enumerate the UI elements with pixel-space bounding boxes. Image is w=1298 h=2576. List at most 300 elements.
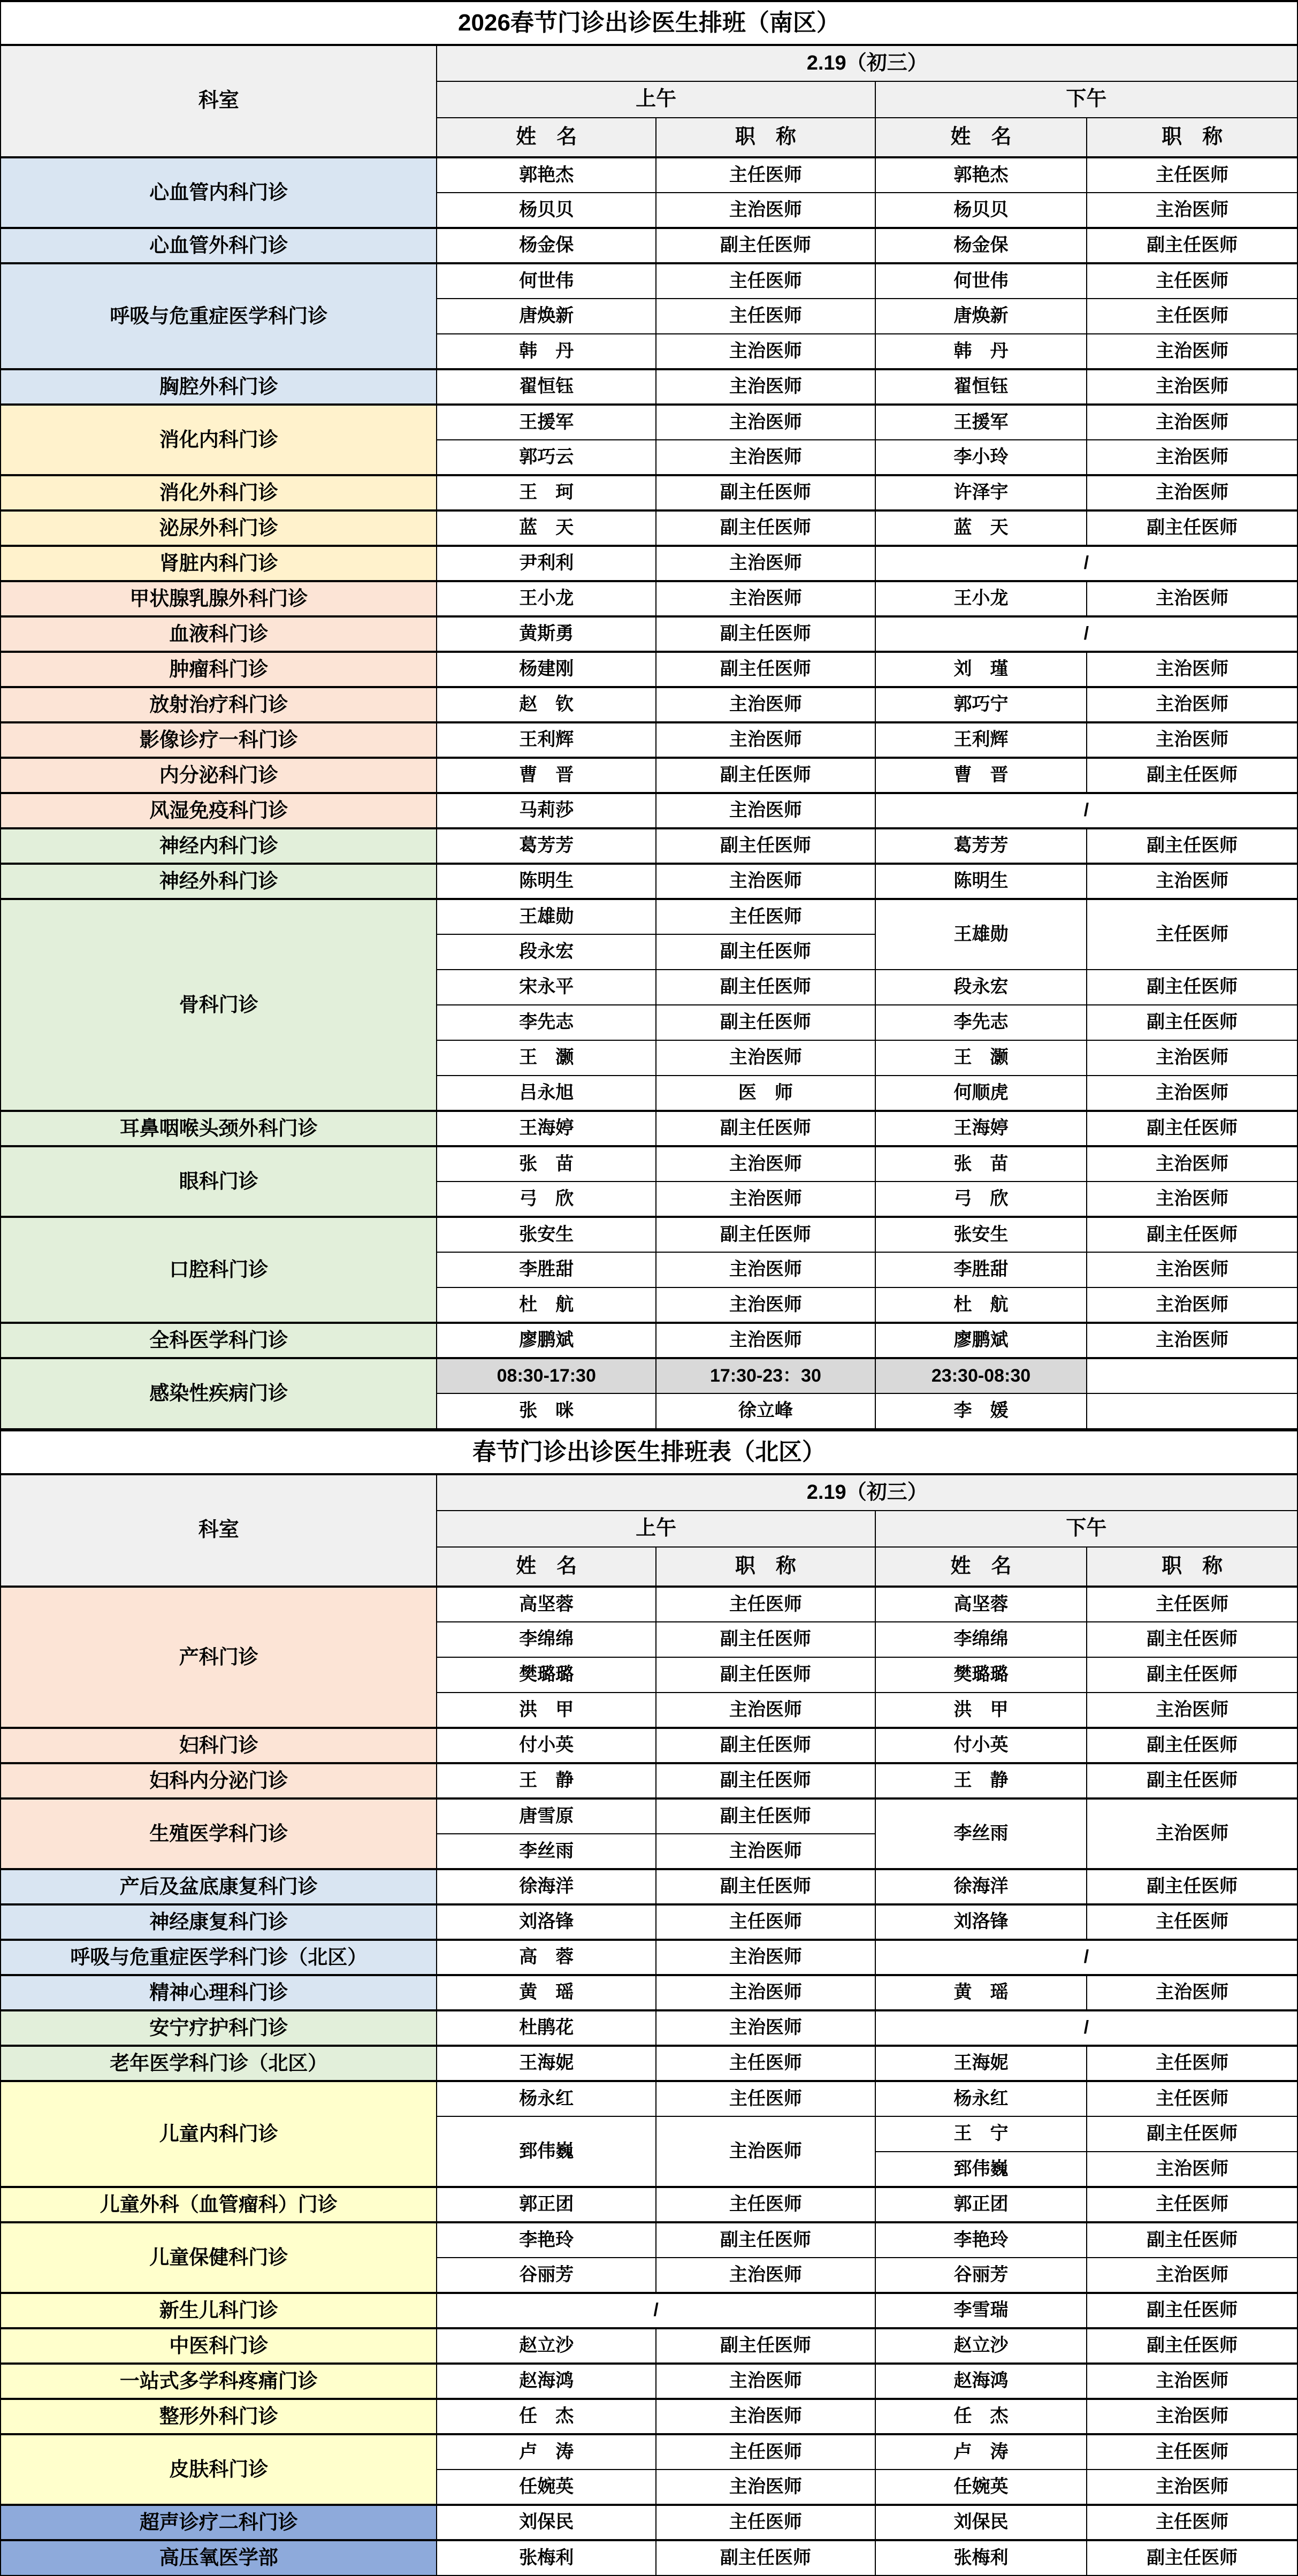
doctor-rank-cell: 主治医师 xyxy=(1087,1693,1297,1728)
doctor-rank-cell: 主任医师 xyxy=(1087,1904,1297,1940)
table-row xyxy=(1,828,1297,864)
doctor-rank-cell: 主治医师 xyxy=(656,1693,875,1728)
doctor-rank-cell: 主治医师 xyxy=(1087,405,1297,440)
section-title: 春节门诊出诊医生排班表（北区） xyxy=(1,1430,1297,1474)
doctor-rank-cell: 主任医师 xyxy=(1087,299,1297,334)
doctor-name-cell: 黄 瑶 xyxy=(875,1975,1087,2010)
doctor-name-cell: 杨贝贝 xyxy=(437,193,656,228)
department-cell: 骨科门诊 xyxy=(1,899,437,1111)
table-row xyxy=(1,510,1297,546)
doctor-rank-cell: 主治医师 xyxy=(1087,1798,1297,1869)
doctor-rank-cell: 副主任医师 xyxy=(656,1869,875,1904)
doctor-rank-cell: 主任医师 xyxy=(1087,263,1297,299)
doctor-rank-cell: 主治医师 xyxy=(656,546,875,581)
doctor-rank-cell: 主治医师 xyxy=(1087,1323,1297,1358)
doctor-name-cell: 翟恒钰 xyxy=(875,369,1087,405)
header-pm-rank: 职 称 xyxy=(1087,1547,1297,1587)
section-title-row xyxy=(1,1,1297,45)
doctor-rank-cell: 主任医师 xyxy=(656,2505,875,2540)
doctor-name-cell: 杨建刚 xyxy=(437,652,656,687)
table-row xyxy=(1,652,1297,687)
doctor-rank-cell: 主任医师 xyxy=(1087,1587,1297,1622)
doctor-rank-cell: 主治医师 xyxy=(656,793,875,828)
header-pm: 下午 xyxy=(875,1511,1297,1547)
department-cell: 皮肤科门诊 xyxy=(1,2434,437,2505)
department-cell: 内分泌科门诊 xyxy=(1,758,437,793)
header-am-name: 姓 名 xyxy=(437,118,656,157)
doctor-name-cell: 张安生 xyxy=(437,1217,656,1252)
department-cell: 超声诊疗二科门诊 xyxy=(1,2505,437,2540)
doctor-rank-cell: 医 师 xyxy=(656,1076,875,1111)
header-row-date xyxy=(1,45,1297,81)
doctor-name-cell: 郭巧宁 xyxy=(875,687,1087,722)
slash-cell: / xyxy=(875,616,1297,652)
doctor-name-cell: 李先志 xyxy=(437,1005,656,1040)
header-date: 2.19（初三） xyxy=(437,1474,1297,1511)
doctor-name-cell: 赵立沙 xyxy=(875,2328,1087,2364)
department-cell: 放射治疗科门诊 xyxy=(1,687,437,722)
department-cell: 老年医学科门诊（北区） xyxy=(1,2046,437,2081)
department-cell: 消化外科门诊 xyxy=(1,475,437,510)
table-row xyxy=(1,2081,1297,2116)
department-cell: 产后及盆底康复科门诊 xyxy=(1,1869,437,1904)
doctor-rank-cell: 主治医师 xyxy=(1087,1182,1297,1217)
department-cell: 一站式多学科疼痛门诊 xyxy=(1,2364,437,2399)
department-cell: 感染性疾病门诊 xyxy=(1,1358,437,1429)
doctor-rank-cell: 主治医师 xyxy=(1087,193,1297,228)
department-cell: 眼科门诊 xyxy=(1,1146,437,1217)
doctor-rank-cell: 副主任医师 xyxy=(656,1798,875,1834)
doctor-rank-cell: 主任医师 xyxy=(656,2081,875,2116)
doctor-name-cell: 黄 瑶 xyxy=(437,1975,656,2010)
doctor-name-cell: 尹利利 xyxy=(437,546,656,581)
header-department: 科室 xyxy=(1,45,437,157)
doctor-name-cell: 蓝 天 xyxy=(437,510,656,546)
department-cell: 心血管内科门诊 xyxy=(1,157,437,228)
doctor-name-cell: 王 静 xyxy=(437,1763,656,1798)
doctor-name-cell: 赵立沙 xyxy=(437,2328,656,2364)
doctor-name-cell: 何世伟 xyxy=(875,263,1087,299)
doctor-name-cell: 王 静 xyxy=(875,1763,1087,1798)
table-row xyxy=(1,1763,1297,1798)
doctor-rank-cell: 副主任医师 xyxy=(656,652,875,687)
doctor-rank-cell: 主治医师 xyxy=(1087,1252,1297,1287)
doctor-rank-cell: 副主任医师 xyxy=(656,616,875,652)
header-department: 科室 xyxy=(1,1474,437,1587)
doctor-name-cell: 宋永平 xyxy=(437,970,656,1005)
doctor-name-cell: 翟恒钰 xyxy=(437,369,656,405)
doctor-rank-cell: 副主任医师 xyxy=(1087,228,1297,263)
empty-cell xyxy=(1087,1393,1297,1429)
doctor-name-cell: 陈明生 xyxy=(437,864,656,899)
slash-cell: / xyxy=(875,1940,1297,1975)
doctor-name-cell: 王 灏 xyxy=(875,1040,1087,1076)
doctor-name-cell: 李丝雨 xyxy=(875,1798,1087,1869)
doctor-name-cell: 张安生 xyxy=(875,1217,1087,1252)
doctor-rank-cell: 主治医师 xyxy=(1087,369,1297,405)
doctor-name-cell: 马莉莎 xyxy=(437,793,656,828)
doctor-name-cell: 曹 晋 xyxy=(437,758,656,793)
doctor-rank-cell: 副主任医师 xyxy=(656,970,875,1005)
doctor-rank-cell: 主治医师 xyxy=(1087,2364,1297,2399)
department-cell: 血液科门诊 xyxy=(1,616,437,652)
doctor-rank-cell: 主治医师 xyxy=(1087,1287,1297,1323)
table-row xyxy=(1,157,1297,193)
doctor-name-cell: 廖鹏斌 xyxy=(437,1323,656,1358)
time-slot-cell: 08:30-17:30 xyxy=(437,1358,656,1393)
department-cell: 神经内科门诊 xyxy=(1,828,437,864)
doctor-rank-cell: 主治医师 xyxy=(656,722,875,758)
table-row xyxy=(1,475,1297,510)
doctor-rank-cell: 主治医师 xyxy=(1087,652,1297,687)
table-row xyxy=(1,263,1297,299)
section-title: 2026春节门诊出诊医生排班（南区） xyxy=(1,1,1297,45)
doctor-name-cell: 王小龙 xyxy=(437,581,656,616)
doctor-name-cell: 杜 航 xyxy=(875,1287,1087,1323)
doctor-rank-cell: 副主任医师 xyxy=(656,1728,875,1763)
department-cell: 新生儿科门诊 xyxy=(1,2293,437,2328)
doctor-name-cell: 樊璐璐 xyxy=(875,1657,1087,1693)
doctor-name-cell: 王利辉 xyxy=(875,722,1087,758)
doctor-rank-cell: 副主任医师 xyxy=(1087,1111,1297,1146)
doctor-rank-cell: 副主任医师 xyxy=(1087,970,1297,1005)
doctor-name-cell: 何顺虎 xyxy=(875,1076,1087,1111)
department-cell: 胸腔外科门诊 xyxy=(1,369,437,405)
doctor-rank-cell: 主治医师 xyxy=(1087,581,1297,616)
doctor-rank-cell: 主治医师 xyxy=(656,2116,875,2187)
doctor-rank-cell: 主任医师 xyxy=(656,263,875,299)
doctor-rank-cell: 副主任医师 xyxy=(656,2328,875,2364)
table-row xyxy=(1,2222,1297,2258)
doctor-name-cell: 郭艳杰 xyxy=(875,157,1087,193)
table-row xyxy=(1,1975,1297,2010)
doctor-name-cell: 王雄勋 xyxy=(875,899,1087,970)
table-row xyxy=(1,2434,1297,2470)
doctor-name-cell: 洪 甲 xyxy=(437,1693,656,1728)
doctor-name-cell: 樊璐璐 xyxy=(437,1657,656,1693)
header-date: 2.19（初三） xyxy=(437,45,1297,81)
doctor-rank-cell: 主任医师 xyxy=(1087,2434,1297,2470)
time-slot-cell: 23:30-08:30 xyxy=(875,1358,1087,1393)
doctor-rank-cell: 主治医师 xyxy=(656,1940,875,1975)
department-cell: 妇科门诊 xyxy=(1,1728,437,1763)
table-row xyxy=(1,1940,1297,1975)
doctor-name-cell: 刘洛锋 xyxy=(875,1904,1087,1940)
doctor-rank-cell: 主任医师 xyxy=(1087,2081,1297,2116)
doctor-name-cell: 张 咪 xyxy=(437,1393,656,1429)
doctor-rank-cell: 主任医师 xyxy=(1087,2046,1297,2081)
doctor-name-cell: 吕永旭 xyxy=(437,1076,656,1111)
doctor-rank-cell: 主任医师 xyxy=(656,2187,875,2222)
doctor-name-cell: 李艳玲 xyxy=(875,2222,1087,2258)
doctor-name-cell: 王 珂 xyxy=(437,475,656,510)
doctor-name-cell: 徐海洋 xyxy=(437,1869,656,1904)
doctor-rank-cell: 副主任医师 xyxy=(656,1005,875,1040)
doctor-name-cell: 郭正团 xyxy=(437,2187,656,2222)
table-row xyxy=(1,1869,1297,1904)
doctor-name-cell: 李先志 xyxy=(875,1005,1087,1040)
doctor-rank-cell: 副主任医师 xyxy=(1087,1657,1297,1693)
department-cell: 中医科门诊 xyxy=(1,2328,437,2364)
doctor-name-cell: 韩 丹 xyxy=(437,334,656,369)
doctor-name-cell: 徐海洋 xyxy=(875,1869,1087,1904)
doctor-name-cell: 王海妮 xyxy=(875,2046,1087,2081)
table-row xyxy=(1,1111,1297,1146)
table-row xyxy=(1,2046,1297,2081)
doctor-name-cell: 李胜甜 xyxy=(437,1252,656,1287)
doctor-rank-cell: 副主任医师 xyxy=(1087,2293,1297,2328)
header-am-name: 姓 名 xyxy=(437,1547,656,1587)
doctor-name-cell: 郭艳杰 xyxy=(437,157,656,193)
doctor-rank-cell: 主任医师 xyxy=(1087,2187,1297,2222)
doctor-name-cell: 任婉英 xyxy=(437,2470,656,2505)
doctor-name-cell: 蓝 天 xyxy=(875,510,1087,546)
table-row xyxy=(1,1728,1297,1763)
doctor-rank-cell: 主治医师 xyxy=(1087,334,1297,369)
doctor-rank-cell: 主任医师 xyxy=(656,1904,875,1940)
slash-cell: / xyxy=(437,2293,875,2328)
doctor-rank-cell: 主治医师 xyxy=(656,1287,875,1323)
doctor-name-cell: 廖鹏斌 xyxy=(875,1323,1087,1358)
table-row xyxy=(1,228,1297,263)
doctor-name-cell: 张 苗 xyxy=(437,1146,656,1182)
table-row xyxy=(1,2399,1297,2434)
doctor-rank-cell: 副主任医师 xyxy=(1087,1622,1297,1657)
slash-cell: / xyxy=(875,793,1297,828)
doctor-rank-cell: 主治医师 xyxy=(656,581,875,616)
doctor-rank-cell: 主治医师 xyxy=(1087,2258,1297,2293)
doctor-rank-cell: 主任医师 xyxy=(1087,2505,1297,2540)
table-row xyxy=(1,687,1297,722)
doctor-name-cell: 唐雪原 xyxy=(437,1798,656,1834)
table-row xyxy=(1,1587,1297,1622)
doctor-rank-cell: 主治医师 xyxy=(656,440,875,475)
department-cell: 泌尿外科门诊 xyxy=(1,510,437,546)
doctor-rank-cell: 主治医师 xyxy=(656,1834,875,1869)
doctor-name-cell: 任 杰 xyxy=(437,2399,656,2434)
doctor-name-cell: 陈明生 xyxy=(875,864,1087,899)
doctor-name-cell: 王利辉 xyxy=(437,722,656,758)
doctor-rank-cell: 主治医师 xyxy=(1087,1975,1297,2010)
doctor-name-cell: 付小英 xyxy=(875,1728,1087,1763)
doctor-rank-cell: 主治医师 xyxy=(1087,1040,1297,1076)
doctor-rank-cell: 副主任医师 xyxy=(656,1657,875,1693)
doctor-name-cell: 刘 瑾 xyxy=(875,652,1087,687)
doctor-rank-cell: 副主任医师 xyxy=(656,510,875,546)
department-cell: 口腔科门诊 xyxy=(1,1217,437,1323)
doctor-rank-cell: 副主任医师 xyxy=(656,475,875,510)
doctor-name-cell: 杨金保 xyxy=(437,228,656,263)
table-row xyxy=(1,2505,1297,2540)
doctor-name-cell: 郭正团 xyxy=(875,2187,1087,2222)
doctor-rank-cell: 副主任医师 xyxy=(656,828,875,864)
doctor-name-cell: 王海妮 xyxy=(437,2046,656,2081)
doctor-rank-cell: 副主任医师 xyxy=(1087,2328,1297,2364)
doctor-rank-cell: 主治医师 xyxy=(656,1182,875,1217)
doctor-name-cell: 王 宁 xyxy=(875,2116,1087,2152)
doctor-rank-cell: 主治医师 xyxy=(656,405,875,440)
doctor-name-cell: 赵 钦 xyxy=(437,687,656,722)
doctor-name-cell: 张梅利 xyxy=(875,2540,1087,2575)
header-pm-name: 姓 名 xyxy=(875,1547,1087,1587)
table-row xyxy=(1,2540,1297,2575)
doctor-rank-cell: 主治医师 xyxy=(1087,440,1297,475)
department-cell: 儿童外科（血管瘤科）门诊 xyxy=(1,2187,437,2222)
doctor-rank-cell: 主治医师 xyxy=(1087,687,1297,722)
doctor-name-cell: 杨永红 xyxy=(875,2081,1087,2116)
doctor-rank-cell: 主治医师 xyxy=(1087,1146,1297,1182)
department-cell: 风湿免疫科门诊 xyxy=(1,793,437,828)
table-row xyxy=(1,546,1297,581)
doctor-rank-cell: 副主任医师 xyxy=(656,228,875,263)
doctor-rank-cell: 主任医师 xyxy=(656,2434,875,2470)
doctor-name-cell: 弓 欣 xyxy=(875,1182,1087,1217)
doctor-rank-cell: 副主任医师 xyxy=(656,1217,875,1252)
department-cell: 呼吸与危重症医学科门诊 xyxy=(1,263,437,369)
department-cell: 神经康复科门诊 xyxy=(1,1904,437,1940)
doctor-name-cell: 李丝雨 xyxy=(437,1834,656,1869)
table-row xyxy=(1,2328,1297,2364)
header-pm-name: 姓 名 xyxy=(875,118,1087,157)
doctor-rank-cell: 主任医师 xyxy=(656,157,875,193)
header-pm: 下午 xyxy=(875,81,1297,118)
doctor-name-cell: 李绵绵 xyxy=(875,1622,1087,1657)
department-cell: 甲状腺乳腺外科门诊 xyxy=(1,581,437,616)
doctor-name-cell: 杜鹃花 xyxy=(437,2010,656,2046)
doctor-rank-cell: 主治医师 xyxy=(656,2010,875,2046)
doctor-rank-cell: 副主任医师 xyxy=(1087,510,1297,546)
doctor-name-cell: 葛芳芳 xyxy=(437,828,656,864)
table-row xyxy=(1,758,1297,793)
doctor-name-cell: 卢 涛 xyxy=(875,2434,1087,2470)
doctor-name-cell: 杨永红 xyxy=(437,2081,656,2116)
table-row xyxy=(1,722,1297,758)
doctor-rank-cell: 主任医师 xyxy=(656,899,875,934)
doctor-rank-cell: 主治医师 xyxy=(656,193,875,228)
doctor-name-cell: 弓 欣 xyxy=(437,1182,656,1217)
doctor-name-cell: 杨金保 xyxy=(875,228,1087,263)
doctor-rank-cell: 主治医师 xyxy=(656,1252,875,1287)
doctor-rank-cell: 主治医师 xyxy=(656,2364,875,2399)
table-row xyxy=(1,793,1297,828)
header-am-rank: 职 称 xyxy=(656,118,875,157)
doctor-rank-cell: 副主任医师 xyxy=(1087,2222,1297,2258)
department-cell: 妇科内分泌门诊 xyxy=(1,1763,437,1798)
doctor-rank-cell: 主治医师 xyxy=(656,2258,875,2293)
doctor-rank-cell: 副主任医师 xyxy=(1087,1763,1297,1798)
doctor-rank-cell: 主任医师 xyxy=(656,1587,875,1622)
doctor-name-cell: 刘洛锋 xyxy=(437,1904,656,1940)
doctor-name-cell: 洪 甲 xyxy=(875,1693,1087,1728)
department-cell: 肿瘤科门诊 xyxy=(1,652,437,687)
doctor-name-cell: 付小英 xyxy=(437,1728,656,1763)
doctor-rank-cell: 主治医师 xyxy=(656,2470,875,2505)
table-row xyxy=(1,899,1297,934)
header-am-rank: 职 称 xyxy=(656,1547,875,1587)
doctor-rank-cell: 副主任医师 xyxy=(1087,828,1297,864)
time-slot-cell: 17:30-23：30 xyxy=(656,1358,875,1393)
table-row xyxy=(1,1904,1297,1940)
slash-cell: / xyxy=(875,2010,1297,2046)
doctor-rank-cell: 主任医师 xyxy=(656,2046,875,2081)
doctor-rank-cell: 副主任医师 xyxy=(1087,1217,1297,1252)
doctor-name-cell: 高 蓉 xyxy=(437,1940,656,1975)
doctor-rank-cell: 副主任医师 xyxy=(1087,1869,1297,1904)
doctor-name-cell: 王雄勋 xyxy=(437,899,656,934)
department-cell: 耳鼻咽喉头颈外科门诊 xyxy=(1,1111,437,1146)
empty-cell xyxy=(1087,1358,1297,1393)
table-row xyxy=(1,1217,1297,1252)
doctor-name-cell: 王海婷 xyxy=(875,1111,1087,1146)
doctor-name-cell: 刘保民 xyxy=(875,2505,1087,2540)
doctor-rank-cell: 主任医师 xyxy=(656,299,875,334)
table-row xyxy=(1,2187,1297,2222)
doctor-name-cell: 唐焕新 xyxy=(875,299,1087,334)
doctor-rank-cell: 副主任医师 xyxy=(1087,1005,1297,1040)
doctor-name-cell: 郅伟巍 xyxy=(875,2152,1087,2187)
doctor-rank-cell: 主治医师 xyxy=(1087,722,1297,758)
doctor-name-cell: 曹 晋 xyxy=(875,758,1087,793)
doctor-name-cell: 李艳玲 xyxy=(437,2222,656,2258)
doctor-rank-cell: 主治医师 xyxy=(1087,2470,1297,2505)
table-row xyxy=(1,1323,1297,1358)
table-row xyxy=(1,864,1297,899)
doctor-name-cell: 杜 航 xyxy=(437,1287,656,1323)
department-cell: 心血管外科门诊 xyxy=(1,228,437,263)
doctor-name-cell: 黄斯勇 xyxy=(437,616,656,652)
table-row xyxy=(1,2364,1297,2399)
doctor-name-cell: 刘保民 xyxy=(437,2505,656,2540)
doctor-name-cell: 段永宏 xyxy=(437,934,656,970)
table-row xyxy=(1,1358,1297,1393)
doctor-rank-cell: 副主任医师 xyxy=(656,1622,875,1657)
doctor-rank-cell: 副主任医师 xyxy=(1087,1728,1297,1763)
header-am: 上午 xyxy=(437,81,875,118)
doctor-name-cell: 杨贝贝 xyxy=(875,193,1087,228)
doctor-name-cell: 葛芳芳 xyxy=(875,828,1087,864)
doctor-name-cell: 王援军 xyxy=(437,405,656,440)
doctor-rank-cell: 副主任医师 xyxy=(1087,2540,1297,2575)
department-cell: 整形外科门诊 xyxy=(1,2399,437,2434)
doctor-rank-cell: 主治医师 xyxy=(656,1146,875,1182)
department-cell: 消化内科门诊 xyxy=(1,405,437,475)
doctor-rank-cell: 主治医师 xyxy=(1087,475,1297,510)
doctor-rank-cell: 主治医师 xyxy=(656,1040,875,1076)
doctor-rank-cell: 主治医师 xyxy=(656,1323,875,1358)
table-row xyxy=(1,2293,1297,2328)
department-cell: 全科医学科门诊 xyxy=(1,1323,437,1358)
doctor-rank-cell: 主治医师 xyxy=(656,1975,875,2010)
department-cell: 影像诊疗一科门诊 xyxy=(1,722,437,758)
doctor-name-cell: 李胜甜 xyxy=(875,1252,1087,1287)
doctor-rank-cell: 主治医师 xyxy=(656,334,875,369)
doctor-rank-cell: 副主任医师 xyxy=(656,758,875,793)
schedule-table-north xyxy=(0,1429,1298,2576)
header-pm-rank: 职 称 xyxy=(1087,118,1297,157)
department-cell: 呼吸与危重症医学科门诊（北区） xyxy=(1,1940,437,1975)
doctor-name-cell: 王 灏 xyxy=(437,1040,656,1076)
doctor-rank-cell: 主治医师 xyxy=(1087,2399,1297,2434)
doctor-name-cell: 高坚蓉 xyxy=(875,1587,1087,1622)
doctor-name-cell: 郭巧云 xyxy=(437,440,656,475)
slash-cell: / xyxy=(875,546,1297,581)
department-cell: 生殖医学科门诊 xyxy=(1,1798,437,1869)
doctor-rank-cell: 主治医师 xyxy=(656,864,875,899)
doctor-name-cell: 王援军 xyxy=(875,405,1087,440)
doctor-rank-cell: 主治医师 xyxy=(1087,864,1297,899)
doctor-rank-cell: 副主任医师 xyxy=(1087,758,1297,793)
doctor-rank-cell: 副主任医师 xyxy=(656,1111,875,1146)
